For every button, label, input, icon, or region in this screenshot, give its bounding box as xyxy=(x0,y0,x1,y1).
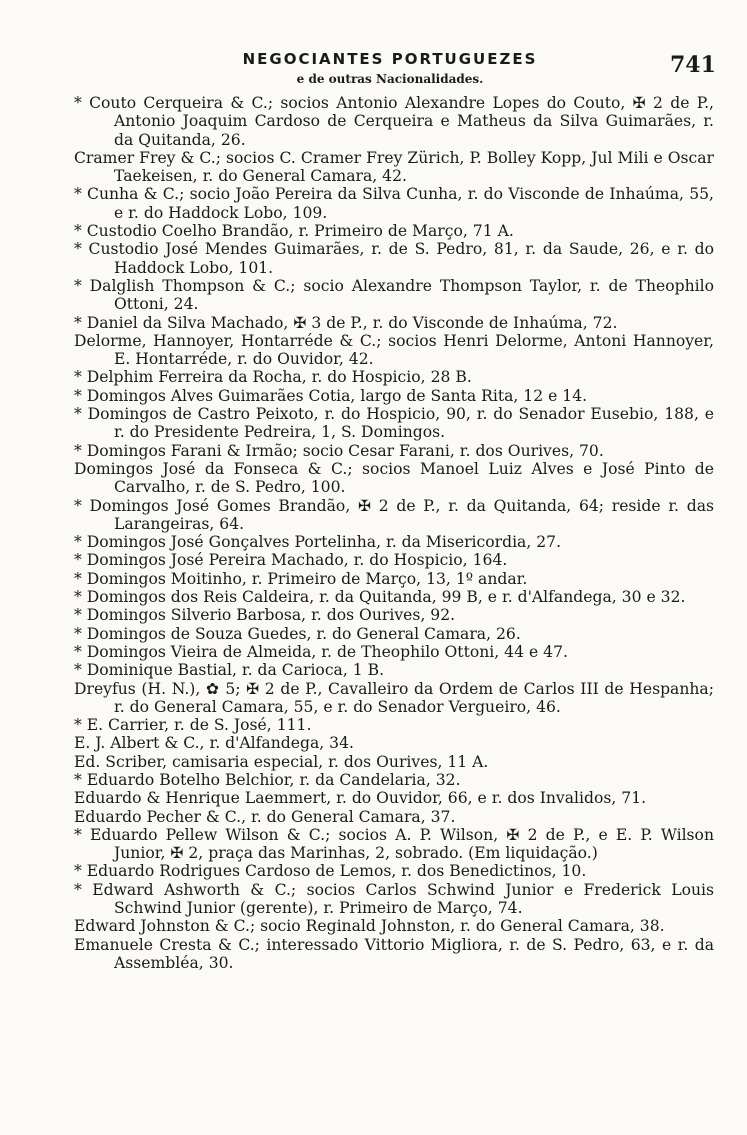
directory-entry: * E. Carrier, r. de S. José, 111. xyxy=(74,716,312,735)
directory-entry: * Domingos Vieira de Almeida, r. de Theophilo Ottoni, 44 e 47. xyxy=(74,642,568,661)
directory-entry: Dreyfus (H. N.), ✿ 5; ✠ 2 de P., Cavalleiro da Ordem de Carlos III de Hespanha; r. do General Camara, 55, e r. do Senador Vergueiro, 46. xyxy=(74,679,714,716)
directory-entry: * Domingos José Gonçalves Portelinha, r. da Misericordia, 27. xyxy=(74,533,562,552)
directory-entry: * Cunha & C.; socio João Pereira da Silva Cunha, r. do Visconde de Inhaúma, 55, e r. do Haddock Lobo, 109. xyxy=(74,185,714,222)
directory-entry: Delorme, Hannoyer, Hontarréde & C.; socios Henri Delorme, Antoni Hannoyer, E. Hontarréde, r. do Ouvidor, 42. xyxy=(74,331,714,369)
directory-entry: * Domingos José Gomes Brandão, ✠ 2 de P., r. da Quitanda, 64; reside r. das Larangeiras, 64. xyxy=(74,496,714,533)
directory-entry: * Eduardo Botelho Belchior, r. da Candelaria, 32. xyxy=(74,770,461,789)
directory-entry: * Eduardo Pellew Wilson & C.; socios A. P. Wilson, ✠ 2 de P., e E. P. Wilson Junior, ✠ 2, praça das Marinhas, 2, sobrado. (Em liquidação.) xyxy=(74,825,714,863)
directory-entry: * Couto Cerqueira & C.; socios Antonio Alexandre Lopes do Couto, ✠ 2 de P., Antonio Joaquim Cardoso de Cerqueira e Matheus da Silva Guimarães, r. da Quitanda, 26. xyxy=(74,94,714,149)
directory-entry: Edward Johnston & C.; socio Reginald Johnston, r. do General Camara, 38. xyxy=(74,917,665,936)
directory-entry: * Edward Ashworth & C.; socios Carlos Schwind Junior e Frederick Louis Schwind Junior (gerente), r. Primeiro de Março, 74. xyxy=(74,880,714,918)
directory-entry: * Domingos de Castro Peixoto, r. do Hospicio, 90, r. do Senador Eusebio, 188, e r. do Presidente Pedreira, 1, S. Domingos. xyxy=(74,405,714,442)
directory-entry: * Domingos dos Reis Caldeira, r. da Quitanda, 99 B, e r. d'Alfandega, 30 e 32. xyxy=(74,588,686,607)
directory-entry: * Custodio José Mendes Guimarães, r. de S. Pedro, 81, r. da Saude, 26, e r. do Haddock Lobo, 101. xyxy=(74,240,714,277)
directory-entry: * Domingos Moitinho, r. Primeiro de Março, 13, 1º andar. xyxy=(74,569,528,588)
directory-entry: E. J. Albert & C., r. d'Alfandega, 34. xyxy=(74,734,354,753)
directory-entry: * Domingos José Pereira Machado, r. do Hospicio, 164. xyxy=(74,551,508,570)
directory-entry: Emanuele Cresta & C.; interessado Vittorio Migliora, r. de S. Pedro, 63, e r. da Assembléa, 30. xyxy=(74,935,714,972)
directory-entry: * Dalglish Thompson & C.; socio Alexandre Thompson Taylor, r. de Theophilo Ottoni, 24. xyxy=(74,276,714,314)
directory-entry: * Eduardo Rodrigues Cardoso de Lemos, r. dos Benedictinos, 10. xyxy=(74,862,587,881)
entry-list xyxy=(74,94,714,972)
directory-entry: Ed. Scriber, camisaria especial, r. dos Ourives, 11 A. xyxy=(74,752,489,771)
directory-entry: Eduardo Pecher & C., r. do General Camara, 37. xyxy=(74,807,456,826)
directory-entry: * Delphim Ferreira da Rocha, r. do Hospicio, 28 B. xyxy=(74,368,472,387)
directory-entry: Domingos José da Fonseca & C.; socios Manoel Luiz Alves e José Pinto de Carvalho, r. de S. Pedro, 100. xyxy=(74,459,714,497)
page-subtitle: e de outras Nacionalidades. xyxy=(296,72,484,86)
directory-entry: Cramer Frey & C.; socios C. Cramer Frey Zürich, P. Bolley Kopp, Jul Mili e Oscar Taekeisen, r. do General Camara, 42. xyxy=(74,148,714,186)
directory-entry: * Domingos Silverio Barbosa, r. dos Ourives, 92. xyxy=(74,606,456,625)
page-title: NEGOCIANTES PORTUGUEZES xyxy=(242,50,538,68)
directory-entry: * Dominique Bastial, r. da Carioca, 1 B. xyxy=(74,661,385,680)
directory-entry: * Domingos Alves Guimarães Cotia, largo de Santa Rita, 12 e 14. xyxy=(74,386,588,405)
directory-entry: * Domingos de Souza Guedes, r. do General Camara, 26. xyxy=(74,624,521,643)
page-number: 741 xyxy=(670,52,716,78)
directory-entry: * Daniel da Silva Machado, ✠ 3 de P., r. do Visconde de Inhaúma, 72. xyxy=(74,313,618,332)
directory-entry: * Domingos Farani & Irmão; socio Cesar Farani, r. dos Ourives, 70. xyxy=(74,441,604,460)
directory-entry: * Custodio Coelho Brandão, r. Primeiro de Março, 71 A. xyxy=(74,222,514,241)
directory-entry: Eduardo & Henrique Laemmert, r. do Ouvidor, 66, e r. dos Invalidos, 71. xyxy=(74,789,647,808)
